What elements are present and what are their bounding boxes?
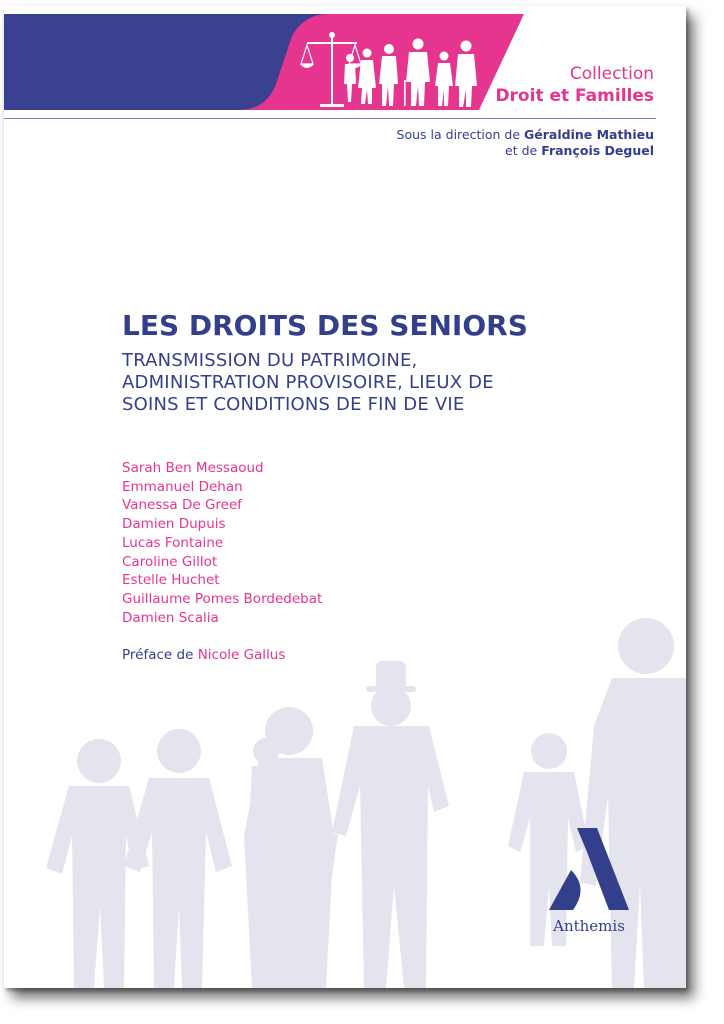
- editor-line-1: [397, 127, 654, 143]
- preface-prefix: Préface de: [122, 647, 194, 663]
- editor-line-2: [397, 143, 654, 159]
- publisher-name: Anthemis: [553, 917, 625, 935]
- author-name: Lucas Fontaine: [122, 534, 224, 551]
- collection-label: [495, 63, 654, 107]
- author-name: Emmanuel Dehan: [122, 478, 243, 495]
- author-name: Damien Scalia: [122, 609, 219, 626]
- author-name: Caroline Gillot: [122, 553, 218, 570]
- editor-name-2: François Deguel: [541, 143, 654, 158]
- author-name: Guillaume Pomes Bordedebat: [122, 590, 323, 607]
- author-name: Damien Dupuis: [122, 516, 226, 533]
- subtitle-line: ADMINISTRATION PROVISOIRE, LIEUX DE: [122, 372, 494, 393]
- author-name: Vanessa De Greef: [122, 497, 243, 514]
- publisher-logo: [534, 828, 644, 935]
- author-name: Estelle Huchet: [122, 572, 220, 589]
- author-name: Sarah Ben Messaoud: [122, 460, 264, 476]
- editors-credit: [397, 127, 654, 159]
- preface-author: Nicole Gallus: [197, 647, 286, 663]
- book-cover: [4, 6, 686, 988]
- authors-list: [122, 459, 322, 627]
- collection-word: Collection: [569, 64, 654, 84]
- editor-prefix-2: et de: [505, 143, 538, 158]
- subtitle-line: SOINS ET CONDITIONS DE FIN DE VIE: [122, 394, 465, 415]
- header-divider: [4, 118, 656, 119]
- editor-prefix-1: Sous la direction de: [396, 127, 521, 142]
- preface-credit: [122, 646, 285, 664]
- book-subtitle: [122, 350, 642, 416]
- subtitle-line: TRANSMISSION DU PATRIMOINE,: [122, 350, 418, 371]
- editor-name-1: Géraldine Mathieu: [524, 127, 654, 142]
- book-title: LES DROITS DES SENIORS: [122, 309, 528, 342]
- collection-name: Droit et Familles: [495, 86, 654, 106]
- anthemis-a-logo-icon: [549, 828, 629, 910]
